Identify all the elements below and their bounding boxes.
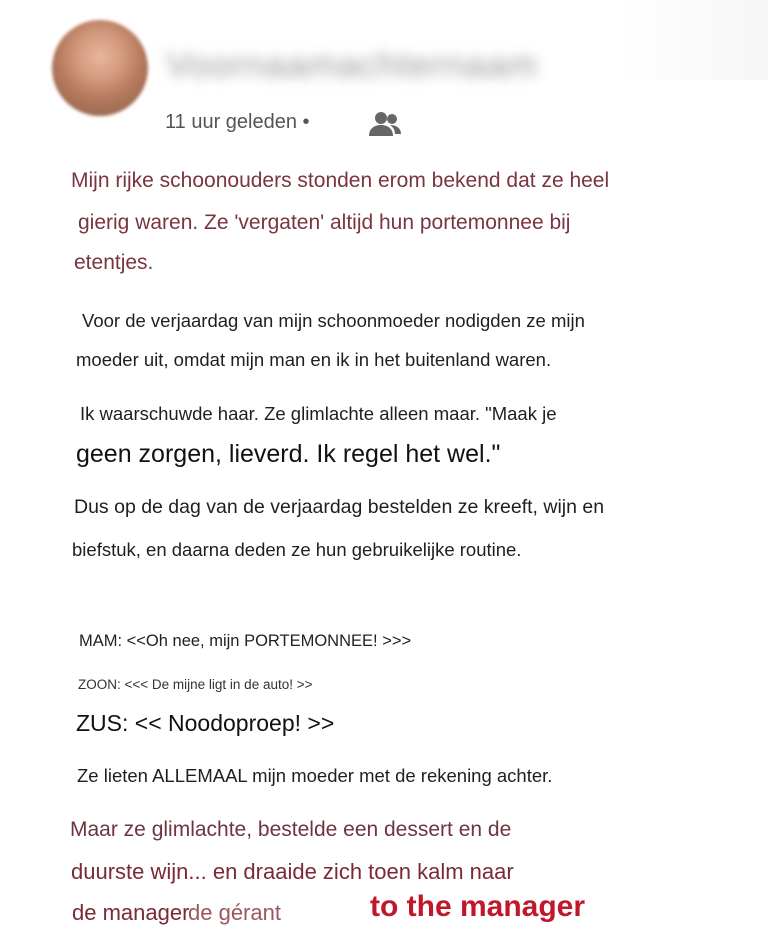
story-line: duurste wijn... en draaide zich toen kalm naar bbox=[71, 859, 514, 884]
group-icon bbox=[368, 110, 402, 138]
story-line: gierig waren. Ze 'vergaten' altijd hun portemonnee bij bbox=[78, 211, 571, 234]
story-line: biefstuk, en daarna deden ze hun gebruikelijke routine. bbox=[72, 539, 522, 560]
author-name[interactable]: Voornaamachternaam bbox=[166, 44, 539, 85]
story-line: Mijn rijke schoonouders stonden erom bekend dat ze heel bbox=[71, 169, 610, 192]
post-time[interactable]: 11 uur geleden • bbox=[165, 111, 310, 133]
story-line: etentjes. bbox=[74, 251, 154, 274]
overlap-text-en: to the manager bbox=[370, 890, 586, 923]
story-line: Ze lieten ALLEMAAL mijn moeder met de rekening achter. bbox=[77, 765, 553, 786]
dialogue-zus: ZUS: << Noodoproep! >> bbox=[76, 710, 335, 736]
avatar[interactable] bbox=[52, 20, 148, 116]
overlap-text-nl: de manager bbox=[72, 900, 190, 925]
story-line: Voor de verjaardag van mijn schoonmoeder nodigden ze mijn bbox=[82, 310, 585, 331]
story-line: Dus op de dag van de verjaardag bestelden ze kreeft, wijn en bbox=[74, 496, 605, 518]
dialogue-mam: MAM: <<Oh nee, mijn PORTEMONNEE! >>> bbox=[79, 632, 412, 650]
overlap-text-fr: de gérant bbox=[188, 900, 281, 925]
background-shade bbox=[618, 0, 768, 80]
dialogue-zoon: ZOON: <<< De mijne ligt in de auto! >> bbox=[78, 677, 313, 692]
story-line: Maar ze glimlachte, bestelde een dessert en de bbox=[70, 818, 512, 841]
story-line: Ik waarschuwde haar. Ze glimlachte alleen maar. "Maak je bbox=[80, 403, 557, 424]
story-line: moeder uit, omdat mijn man en ik in het buitenland waren. bbox=[76, 349, 552, 370]
story-line: geen zorgen, lieverd. Ik regel het wel." bbox=[76, 440, 501, 468]
overlapping-translation bbox=[70, 892, 710, 932]
